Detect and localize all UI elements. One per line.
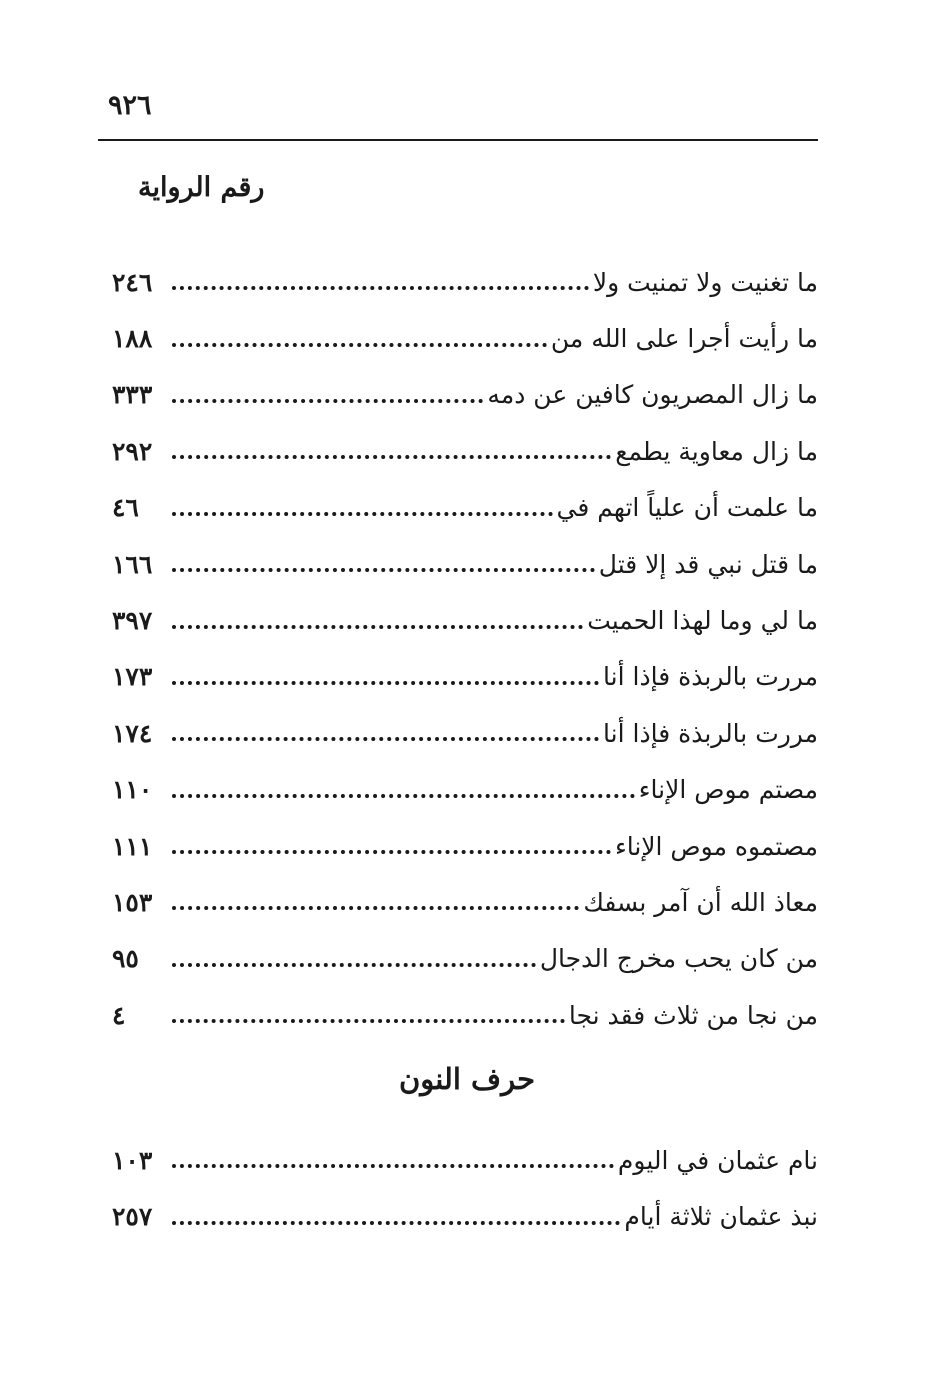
entry-number: ٢٤٦ (112, 267, 153, 297)
index-entry (112, 480, 818, 536)
entry-number: ١٦٦ (112, 549, 153, 579)
dot-leader (172, 891, 579, 913)
index-entry (112, 310, 818, 366)
entry-phrase: ما رأيت أجرا على الله من (550, 324, 818, 354)
entry-number: ١١٠ (112, 775, 153, 805)
index-entry (112, 1188, 818, 1244)
entry-number: ٣٣٣ (112, 380, 153, 410)
dot-leader (172, 1206, 620, 1228)
entry-phrase: من كان يحب مخرج الدجال (539, 944, 818, 974)
entry-number: ١١١ (112, 831, 153, 861)
page-number: ٩٢٦ (108, 90, 152, 121)
entry-number: ٣٩٧ (112, 606, 153, 636)
index-entry (112, 931, 818, 987)
entry-phrase: ما قتل نبي قد إلا قتل (598, 549, 818, 579)
index-entry (112, 592, 818, 648)
index-entry (112, 254, 818, 310)
dot-leader (172, 553, 595, 575)
index-entry (112, 874, 818, 930)
section-heading: حرف النون (398, 1062, 535, 1096)
entry-phrase: من نجا من ثلاث فقد نجا (568, 1000, 818, 1030)
dot-leader (172, 328, 547, 350)
entry-number: ٤٦ (112, 493, 139, 523)
entry-phrase: مررت بالربذة فإذا أنا (603, 718, 818, 748)
dot-leader (172, 1149, 614, 1171)
entry-phrase: مصتموه موص الإناء (614, 831, 818, 861)
entry-phrase: مصتم موص الإناء (638, 775, 818, 805)
entry-phrase: ما تغنيت ولا تمنيت ولا (592, 267, 818, 297)
dot-leader (172, 497, 553, 519)
entry-number: ٢٩٢ (112, 436, 153, 466)
entries-list (112, 1132, 818, 1245)
entry-number: ١٨٨ (112, 324, 153, 354)
dot-leader (172, 384, 483, 406)
entry-number: ١٥٣ (112, 887, 153, 917)
entry-number: ٩٥ (112, 944, 139, 974)
header-rule (98, 139, 818, 141)
index-entry (112, 367, 818, 423)
column-label: رقم الرواية (138, 172, 265, 203)
index-entry (112, 1132, 818, 1188)
dot-leader (172, 722, 599, 744)
entry-number: ١٧٤ (112, 718, 153, 748)
entry-number: ٤ (112, 1000, 126, 1030)
entry-number: ١٧٣ (112, 662, 153, 692)
index-entry (112, 818, 818, 874)
entry-phrase: نبذ عثمان ثلاثة أيام (624, 1202, 818, 1232)
entry-phrase: ما لي وما لهذا الحميت (587, 606, 818, 636)
dot-leader (172, 610, 583, 632)
dot-leader (172, 271, 589, 293)
entry-phrase: ما زال معاوية يطمع (615, 436, 818, 466)
index-entry (112, 649, 818, 705)
dot-leader (172, 835, 611, 857)
index-entry (112, 705, 818, 761)
entry-number: ٢٥٧ (112, 1202, 153, 1232)
dot-leader (172, 666, 599, 688)
entry-phrase: مررت بالربذة فإذا أنا (603, 662, 818, 692)
index-entry (112, 987, 818, 1043)
entry-phrase: ما زال المصريون كافين عن دمه (487, 380, 818, 410)
entry-phrase: ما علمت أن علياً اتهم في (556, 493, 818, 523)
dot-leader (172, 440, 611, 462)
entry-number: ١٠٣ (112, 1145, 153, 1175)
dot-leader (172, 1004, 565, 1026)
dot-leader (172, 779, 635, 801)
dot-leader (172, 948, 536, 970)
entry-phrase: نام عثمان في اليوم (617, 1145, 818, 1175)
index-entry (112, 762, 818, 818)
index-entry (112, 536, 818, 592)
entries-list (112, 254, 818, 1043)
entry-phrase: معاذ الله أن آمر بسفك (583, 887, 818, 917)
index-entry (112, 423, 818, 479)
